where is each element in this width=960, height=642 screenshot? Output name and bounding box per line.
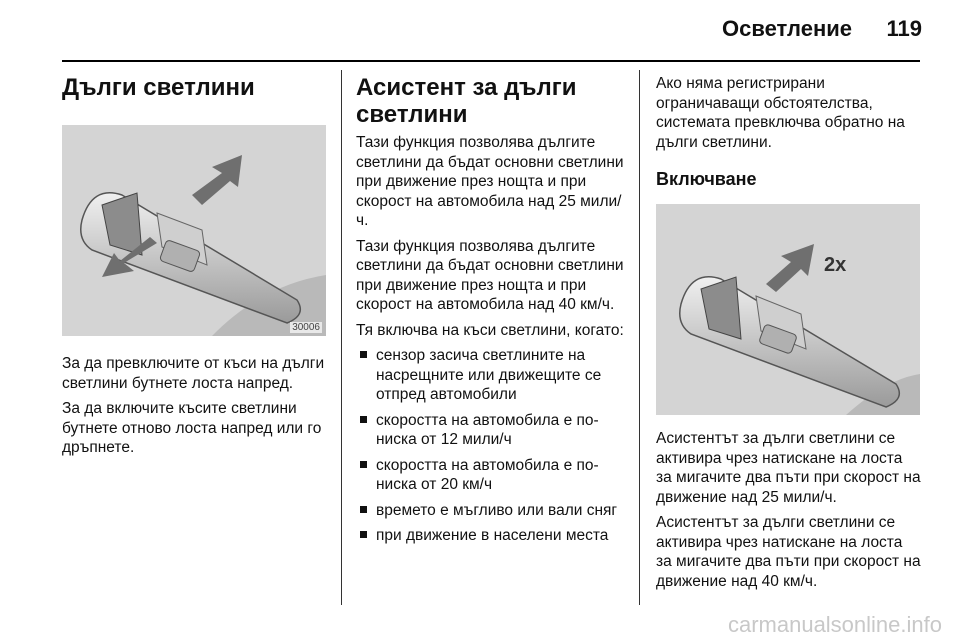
section-title: Осветление bbox=[722, 16, 852, 41]
paragraph: Асистентът за дълги светлини се активира чрез натискане на лоста за мигачите два пъти при скорост на движение над 40 км/ч. bbox=[656, 514, 921, 590]
figure-lever-push-twice bbox=[656, 204, 920, 415]
column-high-beam bbox=[62, 74, 326, 464]
list-item: времето е мъгливо или вали сняг bbox=[356, 501, 628, 521]
heading-high-beam-assist: Асистент за дълги светлини bbox=[356, 74, 577, 128]
column-divider bbox=[639, 70, 640, 605]
paragraph: Асистентът за дълги светлини се активира чрез натискане на лоста за мигачите два пъти при скорост на движение над 25 мили/ч. bbox=[656, 430, 921, 506]
figure-label-2x: 2x bbox=[824, 254, 847, 276]
paragraph: Тя включва на къси светлини, когато: bbox=[356, 321, 624, 339]
paragraph: За да превключите от къси на дълги светлини бутнете лоста напред. bbox=[62, 355, 325, 392]
paragraph: Ако няма регистрирани ограничаващи обстоятелства, системата превключва обратно на дълги светлини. bbox=[656, 75, 905, 151]
paragraph: Тази функция позволява дългите светлини да бъдат основни светлини при движение през нощта и при скорост на автомобила над 25 мили/ч. bbox=[356, 134, 624, 229]
header-divider bbox=[62, 60, 920, 62]
lever-illustration bbox=[656, 204, 920, 415]
lever-illustration bbox=[62, 125, 326, 336]
column-divider bbox=[341, 70, 342, 605]
figure-lever-push-pull bbox=[62, 125, 326, 336]
figure-code: 30006 bbox=[292, 322, 320, 333]
bullet-icon bbox=[360, 531, 367, 538]
list-item: сензор засича светлините на насрещните или движещите се отпред автомобили bbox=[356, 346, 628, 405]
paragraph: За да включите късите светлини бутнете отново лоста напред или го дръпнете. bbox=[62, 400, 322, 456]
list-item: скоростта на автомобила е по-ниска от 20 км/ч bbox=[356, 456, 628, 495]
bullet-icon bbox=[360, 461, 367, 468]
column-high-beam-assist bbox=[356, 74, 628, 552]
bullet-icon bbox=[360, 351, 367, 358]
page-number: 119 bbox=[886, 16, 922, 41]
bullet-icon bbox=[360, 506, 367, 513]
paragraph: Тази функция позволява дългите светлини да бъдат основни светлини при движение през нощта и при скорост на автомобила над 40 км/ч. bbox=[356, 237, 624, 313]
column-activation bbox=[656, 74, 922, 597]
heading-activation: Включване bbox=[656, 169, 757, 189]
list-item: при движение в населени места bbox=[356, 526, 628, 546]
list-item: скоростта на автомобила е по-ниска от 12 мили/ч bbox=[356, 411, 628, 450]
watermark: carmanualsonline.info bbox=[727, 612, 942, 637]
bullet-icon bbox=[360, 416, 367, 423]
heading-high-beam: Дълги светлини bbox=[62, 74, 255, 101]
conditions-list bbox=[356, 346, 628, 546]
